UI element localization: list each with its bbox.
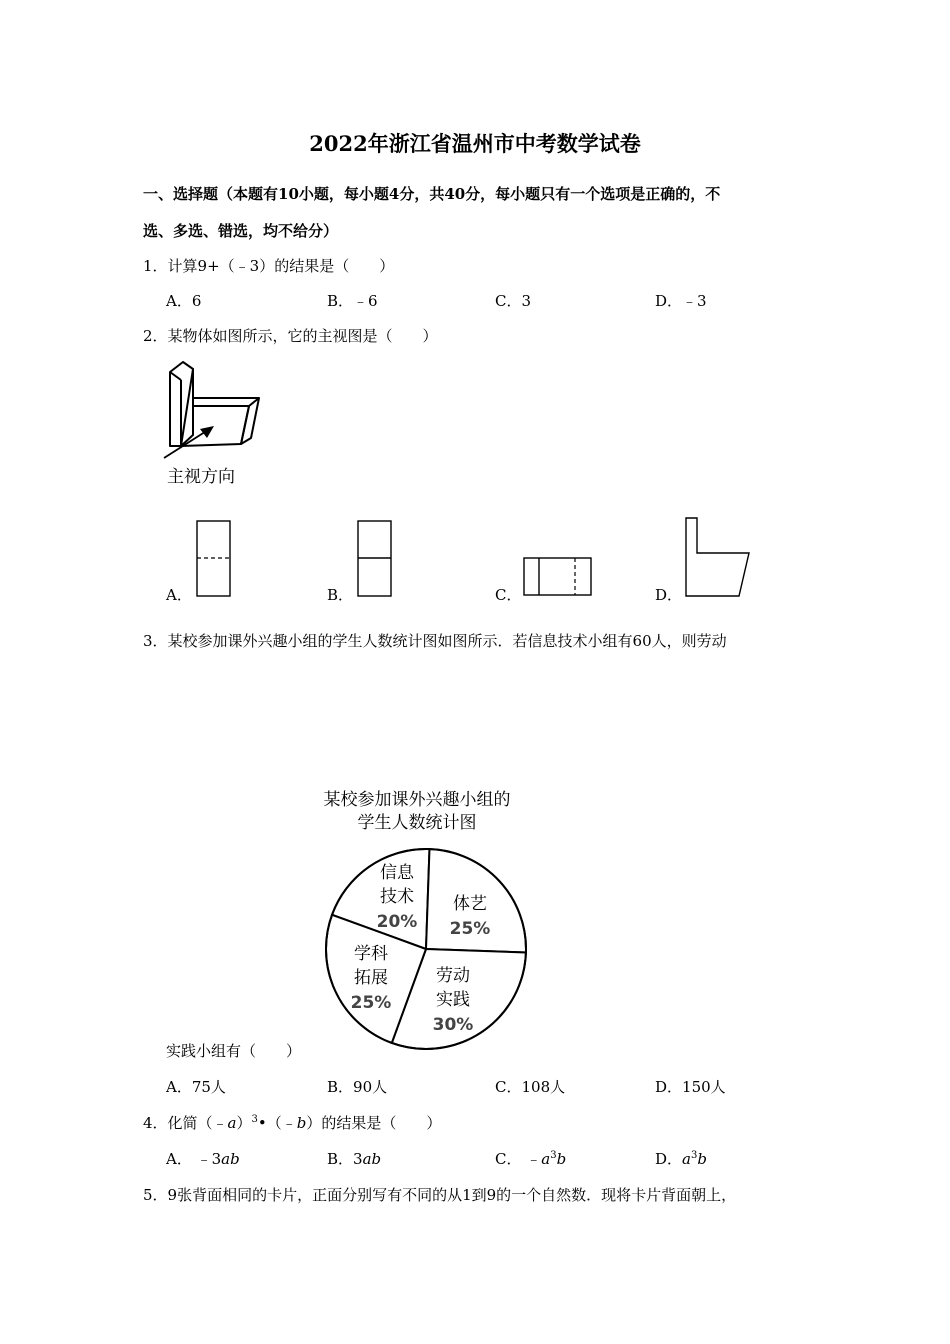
slice-label-tiyi: 体艺 xyxy=(453,894,487,914)
slice-percent-xinxi: 20% xyxy=(376,912,418,932)
slice-label-xinxi-2: 技术 xyxy=(380,887,414,907)
slice-label-xinxi-1: 信息 xyxy=(380,863,414,883)
question-2-stem: 2．某物体如图所示，它的主视图是（ ） xyxy=(143,327,438,345)
chart-title-line2: 学生人数统计图 xyxy=(357,813,477,833)
page-title: 2022年浙江省温州市中考数学试卷 xyxy=(309,131,641,156)
section-header-line1: 一、选择题（本题有10小题，每小题4分，共40分，每小题只有一个选项是正确的，不 xyxy=(143,185,721,203)
q2-view-direction-caption: 主视方向 xyxy=(167,467,235,487)
q4-option-c: C． $﹣a^3b$ xyxy=(495,1150,567,1168)
q4-option-d: D．$a^3b$ xyxy=(655,1150,707,1168)
q4-option-b: B．3ab xyxy=(327,1150,382,1168)
q3-option-d: D．150人 xyxy=(655,1078,726,1096)
q3-option-c: C．108人 xyxy=(495,1078,566,1096)
question-5-stem: 5．9张背面相同的卡片，正面分别写有不同的从1到9的一个自然数．现将卡片背面朝上， xyxy=(143,1186,737,1204)
q2-option-b-figure xyxy=(351,515,401,601)
q1-option-a: A．6 xyxy=(166,292,202,310)
slice-label-laodong-2: 实践 xyxy=(436,990,470,1010)
q2-option-a-letter: A． xyxy=(166,586,192,604)
q4-option-a: A． ﹣3ab xyxy=(166,1150,240,1168)
q2-option-a-figure xyxy=(190,515,240,601)
question-4-stem: 4．化简（﹣a）$^3$•（﹣b）的结果是（ ） xyxy=(143,1114,442,1132)
chart-title-line1: 某校参加课外兴趣小组的 xyxy=(323,790,511,810)
q2-option-c-figure xyxy=(518,552,598,600)
q3-pie-chart xyxy=(310,785,545,1057)
section-header-line2: 选、多选、错选，均不给分） xyxy=(143,222,339,240)
q1-option-d: D．﹣3 xyxy=(655,292,707,310)
q3-option-b: B．90人 xyxy=(327,1078,388,1096)
slice-label-xueke-2: 拓展 xyxy=(354,968,388,988)
slice-label-xueke-1: 学科 xyxy=(354,944,388,964)
q2-option-d-figure xyxy=(680,512,755,602)
slice-percent-xueke: 25% xyxy=(350,993,392,1013)
question-3-stem: 3．某校参加课外兴趣小组的学生人数统计图如图所示．若信息技术小组有60人，则劳动 xyxy=(143,632,727,650)
q2-option-d-letter: D． xyxy=(655,586,683,604)
slice-percent-laodong: 30% xyxy=(432,1015,474,1035)
q1-option-c: C．3 xyxy=(495,292,532,310)
q2-option-b-letter: B． xyxy=(327,586,354,604)
slice-percent-tiyi: 25% xyxy=(449,919,491,939)
question-3-stem-cont: 实践小组有（ ） xyxy=(166,1042,302,1060)
question-1-stem: 1．计算9+（﹣3）的结果是（ ） xyxy=(143,257,395,275)
q2-option-c-letter: C． xyxy=(495,586,522,604)
q3-option-a: A．75人 xyxy=(166,1078,226,1096)
slice-label-laodong-1: 劳动 xyxy=(436,966,470,986)
q1-option-b: B．﹣6 xyxy=(327,292,378,310)
q2-object-figure xyxy=(150,350,280,490)
